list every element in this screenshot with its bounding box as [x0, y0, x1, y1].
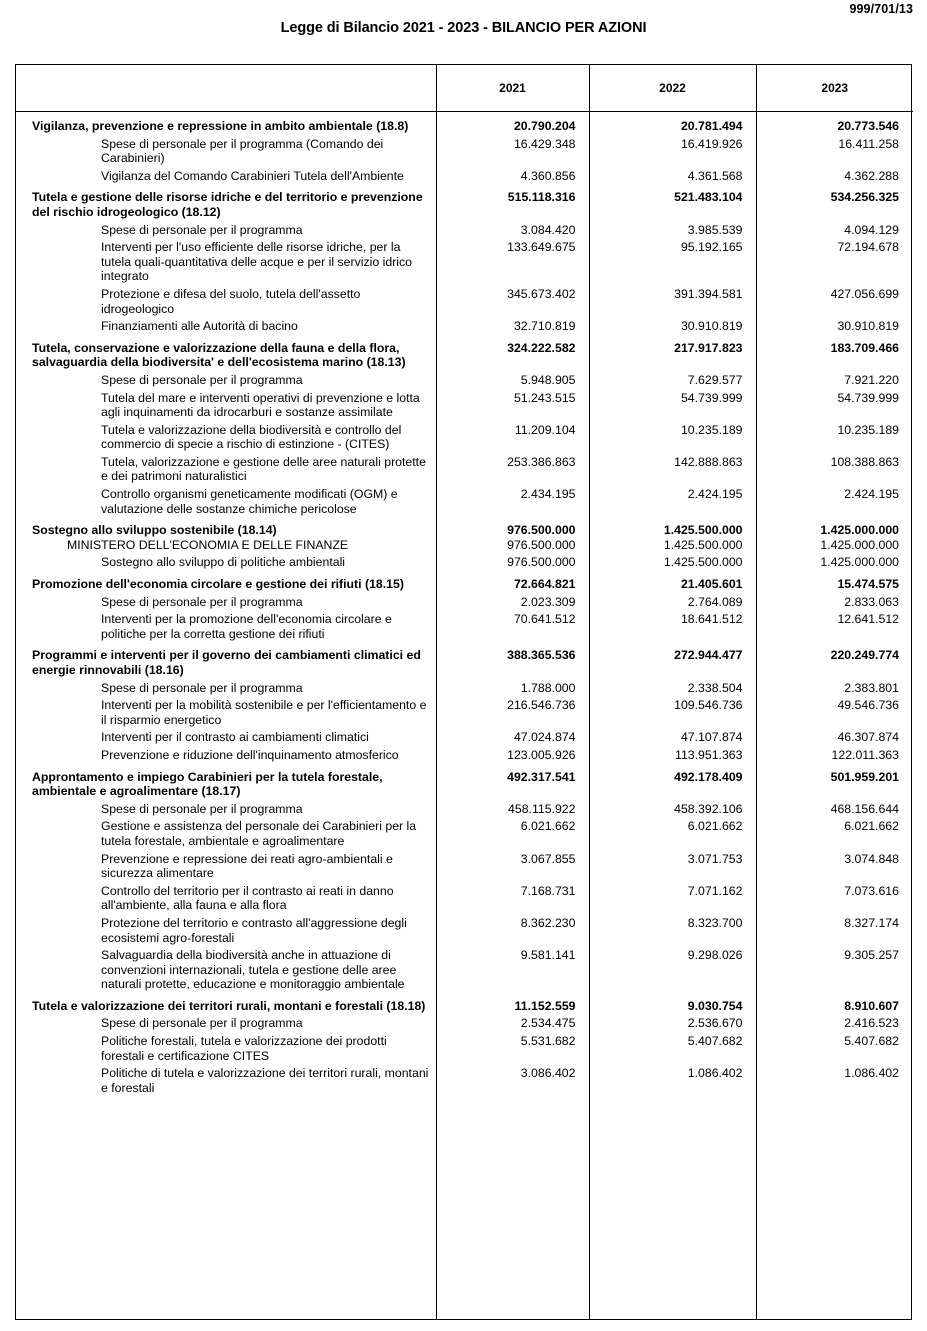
row-value-2022: 7.071.162	[589, 881, 756, 913]
row-value-2021: 6.021.662	[436, 816, 589, 848]
table-row	[16, 695, 913, 727]
row-value-2021: 976.500.000	[436, 538, 589, 553]
row-value-2023: 2.383.801	[844, 680, 899, 695]
table-row	[16, 913, 913, 945]
row-label-text: Vigilanza, prevenzione e repressione in ambito ambientale (18.8)	[32, 119, 409, 133]
row-value-2023: 7.073.616	[844, 883, 899, 898]
row-value-2022: 142.888.863	[589, 452, 756, 484]
row-label	[16, 945, 436, 992]
row-label-text: Tutela e gestione delle risorse idriche e del territorio e prevenzione del rischio idrogeologico (18.12)	[32, 190, 423, 219]
row-label-text: Vigilanza del Comando Carabinieri Tutela dell'Ambiente	[101, 168, 404, 183]
row-label-text: Prevenzione e riduzione dell'inquinamento atmosferico	[101, 747, 399, 762]
row-value-2021: 458.115.922	[436, 799, 589, 817]
row-value-2023: 3.074.848	[844, 851, 899, 866]
row-value-2022: 30.910.819	[589, 316, 756, 334]
row-label	[16, 1013, 436, 1031]
table-row	[16, 727, 913, 745]
table-row	[16, 388, 913, 420]
table-row	[16, 237, 913, 284]
row-label-text: Spese di personale per il programma	[101, 1016, 303, 1031]
row-value-2023: 2.424.195	[844, 487, 899, 502]
filler-cell-description	[16, 1095, 436, 1319]
row-label	[16, 516, 436, 538]
row-value-2021: 388.365.536	[436, 641, 589, 677]
row-label	[16, 799, 436, 817]
row-value-2023: 7.921.220	[844, 372, 899, 387]
row-label	[16, 609, 436, 641]
header-row	[16, 65, 913, 112]
row-label	[16, 1063, 436, 1095]
row-value-2021: 3.084.420	[436, 220, 589, 238]
row-value-2023: 5.407.682	[844, 1034, 899, 1049]
row-label	[16, 552, 436, 570]
row-value-2022: 8.323.700	[589, 913, 756, 945]
row-value-2021: 5.531.682	[436, 1031, 589, 1063]
row-value-2021: 2.434.195	[436, 484, 589, 516]
row-label-text: Sostegno allo sviluppo sostenibile (18.14)	[32, 523, 277, 538]
row-value-2021: 70.641.512	[436, 609, 589, 641]
row-label	[16, 641, 436, 677]
row-value-2021: 7.168.731	[436, 881, 589, 913]
row-label	[16, 913, 436, 945]
row-value-2021: 16.429.348	[436, 134, 589, 166]
row-label-text: Interventi per la promozione dell'economia circolare e politiche per la corretta gestione dei rifiuti	[101, 612, 392, 641]
row-label	[16, 849, 436, 881]
row-value-2023: 6.021.662	[844, 819, 899, 834]
table-row	[16, 763, 913, 799]
row-label-text: Spese di personale per il programma	[101, 222, 303, 237]
budget-table	[16, 65, 913, 1095]
row-value-2022: 16.419.926	[589, 134, 756, 166]
row-label	[16, 316, 436, 334]
row-value-2021: 2.534.475	[436, 1013, 589, 1031]
row-value-2021: 32.710.819	[436, 316, 589, 334]
row-value-2022: 6.021.662	[589, 816, 756, 848]
row-value-2022: 20.781.494	[589, 112, 756, 134]
row-label-text: Finanziamenti alle Autorità di bacino	[101, 319, 298, 334]
row-label-text: Sostegno allo sviluppo di politiche ambientali	[101, 555, 346, 570]
row-label	[16, 284, 436, 316]
row-value-2023: 16.411.258	[838, 136, 899, 151]
row-value-2023: 427.056.699	[830, 286, 899, 301]
table-row	[16, 1063, 913, 1095]
row-label	[16, 183, 436, 219]
row-label	[16, 570, 436, 592]
column-header-2022: 2022	[589, 65, 756, 112]
table-row	[16, 1031, 913, 1063]
row-value-2023: 12.641.512	[837, 612, 899, 627]
row-value-2023: 183.709.466	[830, 340, 899, 355]
row-value-2023: 72.194.678	[837, 240, 899, 255]
row-label-text: Tutela, conservazione e valorizzazione della fauna e della flora, salvaguardia della biodiversita' e dell'ecosistema marino (18.13)	[32, 340, 406, 370]
row-value-2021: 216.546.736	[436, 695, 589, 727]
row-label-text: Promozione dell'economia circolare e gestione dei rifiuti (18.15)	[32, 577, 404, 592]
table-row	[16, 1013, 913, 1031]
row-value-2022: 1.425.500.000	[589, 552, 756, 570]
row-value-2023: 220.249.774	[830, 648, 899, 663]
row-label	[16, 592, 436, 610]
budget-table-container	[15, 64, 912, 1320]
table-row	[16, 992, 913, 1014]
row-value-2021: 515.118.316	[436, 183, 589, 219]
table-body	[16, 112, 913, 1096]
filler-cell-2022	[589, 1095, 756, 1319]
row-value-2022: 492.178.409	[589, 763, 756, 799]
table-row	[16, 552, 913, 570]
table-row	[16, 452, 913, 484]
table-row	[16, 592, 913, 610]
row-label	[16, 678, 436, 696]
row-label-text: Gestione e assistenza del personale dei Carabinieri per la tutela forestale, ambientale e agroalimentare	[101, 819, 417, 848]
row-label	[16, 112, 436, 134]
row-value-2022: 521.483.104	[589, 183, 756, 219]
row-value-2023: 1.086.402	[844, 1066, 899, 1081]
row-value-2022: 1.425.500.000	[589, 516, 756, 538]
row-value-2023: 2.833.063	[844, 594, 899, 609]
row-label	[16, 745, 436, 763]
table-row	[16, 284, 913, 316]
row-value-2022: 54.739.999	[589, 388, 756, 420]
row-value-2022: 4.361.568	[589, 166, 756, 184]
row-label-text: Programmi e interventi per il governo dei cambiamenti climatici ed energie rinnovabili (18.16)	[32, 648, 421, 677]
column-header-2023: 2023	[756, 65, 913, 112]
row-value-2023: 108.388.863	[830, 454, 899, 469]
row-value-2022: 3.985.539	[589, 220, 756, 238]
row-value-2023: 1.425.000.000	[820, 555, 899, 570]
row-value-2023: 9.305.257	[844, 948, 899, 963]
row-value-2023: 49.546.736	[837, 698, 899, 713]
row-label-text: Tutela e valorizzazione della biodiversità e controllo del commercio di specie a rischio di estinzione - (CITES)	[101, 422, 402, 452]
row-value-2022: 9.030.754	[589, 992, 756, 1014]
row-value-2023: 468.156.644	[830, 801, 899, 816]
row-label	[16, 134, 436, 166]
row-value-2021: 976.500.000	[436, 552, 589, 570]
table-row	[16, 316, 913, 334]
row-value-2022: 7.629.577	[589, 370, 756, 388]
table-row	[16, 816, 913, 848]
row-label-text: Interventi per la mobilità sostenibile e per l'efficientamento e il risparmio energetico	[101, 698, 427, 727]
row-value-2023: 534.256.325	[830, 190, 899, 205]
table-row	[16, 370, 913, 388]
row-label-text: Protezione del territorio e contrasto all'aggressione degli ecosistemi agro-forestali	[101, 915, 407, 945]
row-label-text: Spese di personale per il programma	[101, 801, 303, 816]
row-label	[16, 388, 436, 420]
row-label-text: Politiche forestali, tutela e valorizzazione dei prodotti forestali e certificazione CITES	[101, 1034, 387, 1063]
row-value-2021: 72.664.821	[436, 570, 589, 592]
table-row	[16, 849, 913, 881]
row-label-text: Salvaguardia della biodiversità anche in attuazione di convenzioni internazionali, tutela e gestione delle aree naturali protette, educazione e monitoraggio ambientale	[101, 948, 405, 992]
row-label	[16, 334, 436, 370]
row-value-2023: 15.474.575	[837, 577, 899, 592]
row-label-text: Approntamento e impiego Carabinieri per la tutela forestale, ambientale e agroalimentare (18.17)	[32, 769, 383, 799]
row-label-text: Interventi per il contrasto ai cambiamenti climatici	[101, 730, 369, 745]
row-value-2023: 30.910.819	[837, 319, 899, 334]
table-row	[16, 641, 913, 677]
row-value-2023: 20.773.546	[837, 119, 899, 133]
row-label-text: Interventi per l'uso efficiente delle risorse idriche, per la tutela quali-quantitativa delle acque e per il servizio idrico integrato	[101, 240, 413, 284]
row-label-text: MINISTERO DELL'ECONOMIA E DELLE FINANZE	[67, 537, 349, 552]
table-row	[16, 334, 913, 370]
row-value-2022: 9.298.026	[589, 945, 756, 992]
row-value-2021: 51.243.515	[436, 388, 589, 420]
row-label	[16, 695, 436, 727]
column-header-2021: 2021	[436, 65, 589, 112]
row-value-2023: 4.094.129	[844, 222, 899, 237]
row-value-2022: 391.394.581	[589, 284, 756, 316]
row-value-2022: 2.764.089	[589, 592, 756, 610]
row-value-2023: 10.235.189	[837, 422, 899, 437]
table-row	[16, 183, 913, 219]
row-value-2021: 253.386.863	[436, 452, 589, 484]
row-value-2021: 11.152.559	[436, 992, 589, 1014]
table-row	[16, 516, 913, 538]
filler-cell-2021	[436, 1095, 589, 1319]
table-row	[16, 799, 913, 817]
row-value-2021: 1.788.000	[436, 678, 589, 696]
row-label-text: Tutela, valorizzazione e gestione delle aree naturali protette e dei patrimoni naturalistici	[101, 454, 426, 484]
row-value-2023: 4.362.288	[844, 168, 899, 183]
row-value-2021: 3.067.855	[436, 849, 589, 881]
table-row	[16, 609, 913, 641]
row-label	[16, 484, 436, 516]
table-row	[16, 134, 913, 166]
row-value-2022: 2.536.670	[589, 1013, 756, 1031]
row-value-2021: 4.360.856	[436, 166, 589, 184]
table-row	[16, 220, 913, 238]
row-value-2023: 54.739.999	[837, 390, 899, 405]
row-label-text: Controllo organismi geneticamente modificati (OGM) e valutazione delle sostanze chimiche pericolose	[101, 487, 398, 516]
row-label-text: Politiche di tutela e valorizzazione dei territori rurali, montani e forestali	[101, 1066, 429, 1095]
filler-row	[16, 1095, 913, 1319]
row-value-2021: 9.581.141	[436, 945, 589, 992]
row-value-2021: 20.790.204	[436, 112, 589, 134]
row-label	[16, 538, 436, 553]
table-filler	[16, 1095, 913, 1319]
row-label-text: Prevenzione e repressione dei reati agro-ambientali e sicurezza alimentare	[101, 851, 393, 881]
page-code: 999/701/13	[849, 2, 913, 16]
row-label	[16, 1031, 436, 1063]
row-label	[16, 992, 436, 1014]
row-value-2022: 3.071.753	[589, 849, 756, 881]
table-row	[16, 745, 913, 763]
row-value-2021: 133.649.675	[436, 237, 589, 284]
row-value-2022: 1.425.500.000	[589, 538, 756, 553]
row-label	[16, 881, 436, 913]
row-value-2021: 8.362.230	[436, 913, 589, 945]
row-value-2021: 123.005.926	[436, 745, 589, 763]
row-value-2021: 3.086.402	[436, 1063, 589, 1095]
row-label-text: Spese di personale per il programma	[101, 680, 303, 695]
table-row	[16, 166, 913, 184]
row-value-2022: 10.235.189	[589, 420, 756, 452]
row-value-2022: 272.944.477	[589, 641, 756, 677]
row-value-2021: 492.317.541	[436, 763, 589, 799]
row-value-2022: 458.392.106	[589, 799, 756, 817]
row-label	[16, 816, 436, 848]
row-value-2022: 18.641.512	[589, 609, 756, 641]
row-label	[16, 763, 436, 799]
row-label	[16, 452, 436, 484]
filler-cell-2023	[756, 1095, 913, 1319]
row-value-2023: 8.910.607	[844, 998, 899, 1013]
row-label	[16, 237, 436, 284]
row-label	[16, 420, 436, 452]
row-value-2023: 2.416.523	[844, 1016, 899, 1031]
table-row	[16, 678, 913, 696]
column-header-description	[16, 65, 436, 112]
table-row	[16, 112, 913, 134]
page-title: Legge di Bilancio 2021 - 2023 - BILANCIO PER AZIONI	[280, 20, 647, 36]
row-value-2023: 1.425.000.000	[820, 523, 899, 538]
row-value-2021: 976.500.000	[436, 516, 589, 538]
table-header	[16, 65, 913, 112]
row-value-2023: 122.011.363	[831, 747, 899, 762]
row-value-2021: 5.948.905	[436, 370, 589, 388]
row-value-2023: 1.425.000.000	[820, 537, 899, 552]
row-value-2021: 324.222.582	[436, 334, 589, 370]
row-label-text: Spese di personale per il programma	[101, 594, 303, 609]
row-value-2022: 95.192.165	[589, 237, 756, 284]
row-label-text: Controllo del territorio per il contrasto ai reati in danno all'ambiente, alla fauna e alla flora	[101, 883, 394, 913]
row-label-text: Spese di personale per il programma	[101, 372, 303, 387]
row-label	[16, 370, 436, 388]
row-value-2022: 2.424.195	[589, 484, 756, 516]
table-row	[16, 570, 913, 592]
table-row	[16, 484, 913, 516]
row-label-text: Protezione e difesa del suolo, tutela dell'assetto idrogeologico	[101, 286, 361, 316]
row-value-2022: 113.951.363	[589, 745, 756, 763]
row-value-2022: 217.917.823	[589, 334, 756, 370]
table-row	[16, 538, 913, 553]
row-value-2021: 11.209.104	[436, 420, 589, 452]
row-value-2022: 5.407.682	[589, 1031, 756, 1063]
row-label-text: Spese di personale per il programma (Comando dei Carabinieri)	[101, 136, 384, 166]
row-value-2022: 1.086.402	[589, 1063, 756, 1095]
row-value-2021: 2.023.309	[436, 592, 589, 610]
table-row	[16, 881, 913, 913]
row-value-2022: 47.107.874	[589, 727, 756, 745]
table-row	[16, 945, 913, 992]
row-value-2022: 2.338.504	[589, 678, 756, 696]
row-value-2022: 21.405.601	[589, 570, 756, 592]
row-value-2023: 501.959.201	[830, 769, 899, 784]
row-value-2023: 8.327.174	[844, 915, 899, 930]
row-label-text: Tutela del mare e interventi operativi di prevenzione e lotta agli inquinamenti da idrocarburi e sostanze assimilate	[101, 390, 420, 420]
row-label	[16, 220, 436, 238]
table-row	[16, 420, 913, 452]
row-value-2021: 47.024.874	[436, 727, 589, 745]
row-label	[16, 166, 436, 184]
row-label-text: Tutela e valorizzazione dei territori rurali, montani e forestali (18.18)	[32, 998, 426, 1013]
row-value-2021: 345.673.402	[436, 284, 589, 316]
row-value-2022: 109.546.736	[589, 695, 756, 727]
row-label	[16, 727, 436, 745]
row-value-2023: 46.307.874	[837, 730, 899, 745]
